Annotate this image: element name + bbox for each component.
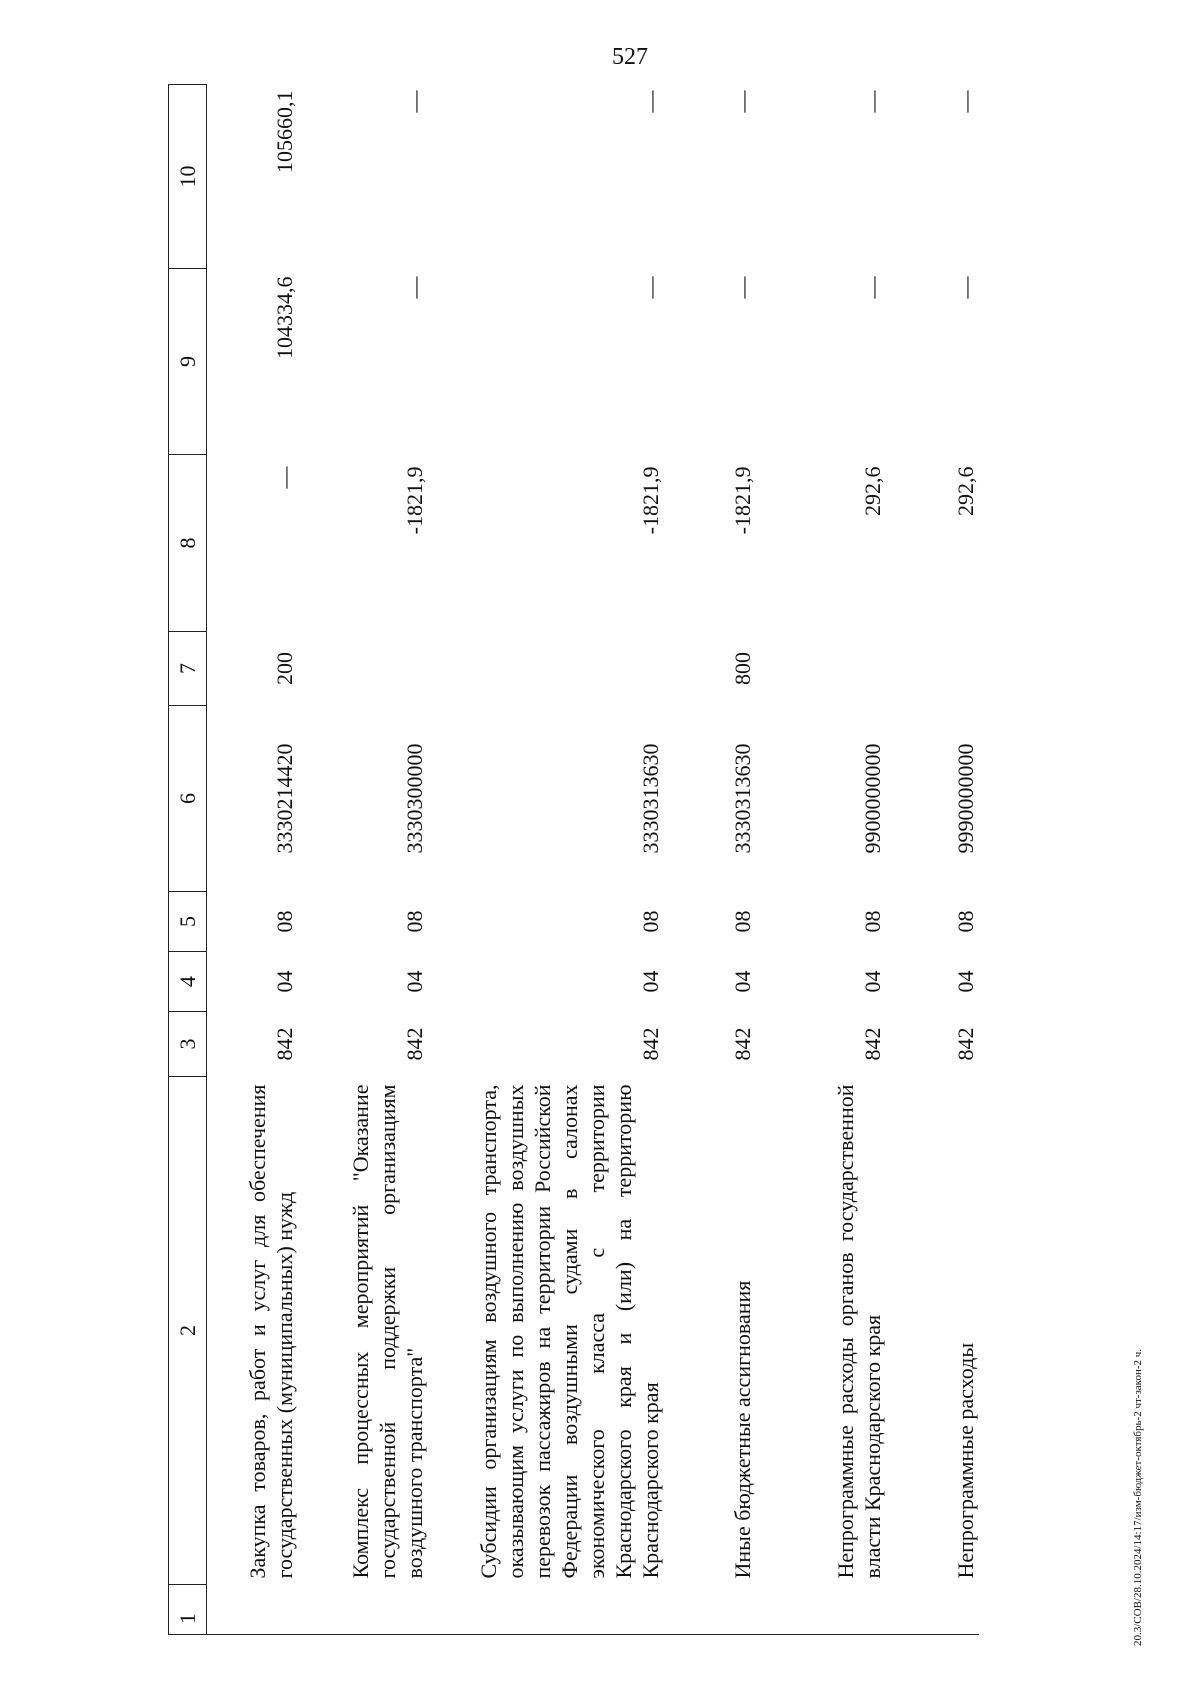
- header-col-10: 10: [169, 85, 207, 269]
- budget-table-rotated: [168, 85, 1054, 1635]
- cell-col6: 3330313630: [730, 743, 755, 854]
- table-row: [886, 85, 979, 1635]
- cell-description: Непрограммные расходы: [953, 1342, 978, 1579]
- cell-col8: -1821,9: [402, 466, 427, 535]
- cell-col10: —: [402, 90, 427, 113]
- header-col-1: 1: [169, 1585, 207, 1635]
- cell-col6: 9900000000: [860, 743, 885, 854]
- cell-col7: [298, 632, 428, 706]
- header-col-2: 2: [169, 1077, 207, 1585]
- cell-col5: 08: [730, 910, 755, 933]
- cell-col10: —: [638, 90, 663, 113]
- cell-description: Непрограммные расходы органов государственной власти Краснодарского края: [833, 1084, 885, 1579]
- header-col-3: 3: [169, 1012, 207, 1077]
- header-col-5: 5: [169, 892, 207, 952]
- cell-col3: 842: [953, 1027, 978, 1061]
- cell-col7: 200: [272, 652, 297, 685]
- table-row: [664, 85, 756, 1635]
- cell-col9: —: [402, 276, 427, 299]
- cell-col10: —: [730, 90, 755, 113]
- cell-col9: 104334,6: [272, 276, 297, 359]
- cell-col5: 08: [402, 910, 427, 933]
- cell-col4: 04: [272, 970, 297, 993]
- table-row: [428, 85, 664, 1635]
- cell-col9: —: [860, 276, 885, 299]
- cell-col4: 04: [953, 970, 978, 993]
- header-col-7: 7: [169, 632, 207, 706]
- cell-col5: 08: [860, 910, 885, 933]
- cell-col6: 3330313630: [638, 743, 663, 854]
- cell-col9: —: [638, 276, 663, 299]
- cell-col7: 800: [730, 652, 755, 685]
- table-row: [298, 85, 428, 1635]
- cell-col6: 3330214420: [272, 743, 297, 854]
- cell-col3: 842: [402, 1027, 427, 1061]
- cell-col8: 292,6: [953, 466, 978, 516]
- cell-col5: 08: [953, 910, 978, 933]
- cell-col1: [756, 1585, 886, 1635]
- cell-col10: —: [860, 90, 885, 113]
- cell-col5: 08: [272, 910, 297, 933]
- cell-col8: -1821,9: [638, 466, 663, 535]
- page-number: 527: [612, 44, 648, 70]
- cell-description: Иные бюджетные ассигнования: [730, 1280, 755, 1579]
- cell-col8: 292,6: [860, 466, 885, 516]
- cell-description: Субсидии организациям воздушного транспорта, оказывающим услуги по выполнению воздушных перевозок пассажиров на территории Российской Федерации воздушными судами в салонах экономического класса с территории Краснодарского края и (или) на территорию Краснодарского края: [476, 1084, 663, 1579]
- cell-description: Закупка товаров, работ и услуг для обеспечения государственных (муниципальных) нужд: [245, 1084, 297, 1579]
- cell-col1: [298, 1585, 428, 1635]
- cell-col7: [886, 632, 979, 706]
- cell-col3: 842: [730, 1027, 755, 1061]
- cell-col4: 04: [730, 970, 755, 993]
- cell-col7: [428, 632, 664, 706]
- header-col-6: 6: [169, 706, 207, 892]
- cell-col4: 04: [860, 970, 885, 993]
- cell-col10: —: [953, 90, 978, 113]
- cell-col1: [886, 1585, 979, 1635]
- header-row: [169, 85, 207, 1635]
- header-col-4: 4: [169, 952, 207, 1012]
- cell-col10: 105660,1: [272, 90, 297, 173]
- cell-col7: [756, 632, 886, 706]
- header-col-9: 9: [169, 269, 207, 455]
- cell-col1: [664, 1585, 756, 1635]
- cell-col6: 9990000000: [953, 743, 978, 854]
- cell-col1: [207, 1585, 299, 1635]
- cell-col3: 842: [272, 1027, 297, 1061]
- cell-col9: —: [953, 276, 978, 299]
- cell-col5: 08: [638, 910, 663, 933]
- budget-table: [168, 84, 979, 1635]
- cell-col3: 842: [860, 1027, 885, 1061]
- cell-col4: 04: [402, 970, 427, 993]
- cell-col3: 842: [638, 1027, 663, 1061]
- cell-col1: [428, 1585, 664, 1635]
- table-row: [207, 85, 299, 1635]
- cell-col9: —: [730, 276, 755, 299]
- cell-description: Комплекс процессных мероприятий "Оказание государственной поддержки организациям воздушного транспорта": [348, 1084, 427, 1579]
- header-col-8: 8: [169, 455, 207, 632]
- cell-col6: 3330300000: [402, 743, 427, 854]
- footer-document-code: 20.3/СОВ/28.10.2024/14:17/изм-бюджет-октябрь-2 чт-закон-2 ч.: [1132, 1348, 1144, 1646]
- cell-col8: -1821,9: [730, 466, 755, 535]
- cell-col8: —: [272, 466, 297, 489]
- cell-col4: 04: [638, 970, 663, 993]
- table-row: [756, 85, 886, 1635]
